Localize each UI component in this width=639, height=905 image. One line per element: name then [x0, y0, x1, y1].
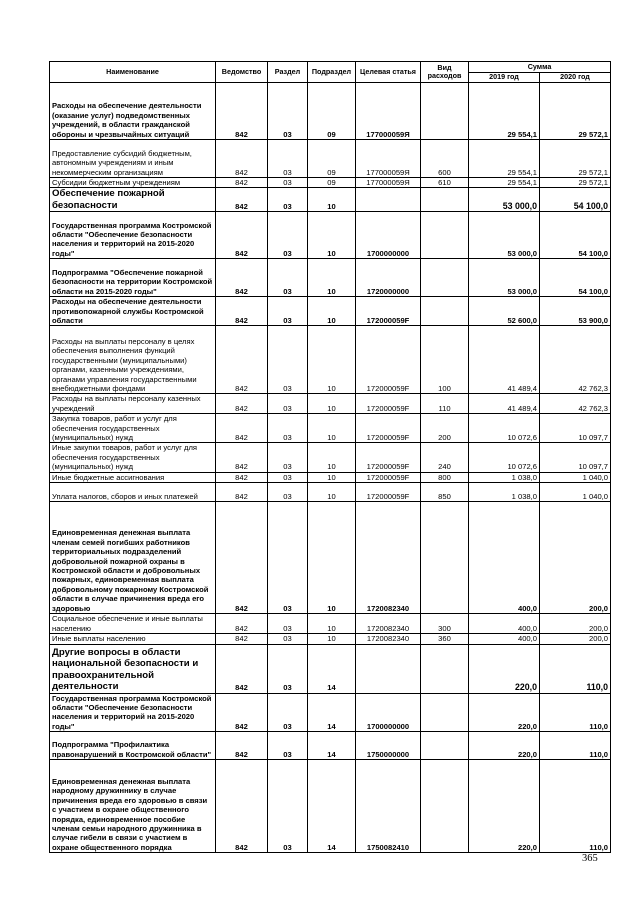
row-sum-2020: 29 572,1	[540, 178, 611, 188]
row-section: 03	[268, 644, 308, 693]
row-kind	[421, 297, 469, 326]
row-target: 172000059F	[356, 414, 421, 443]
row-section: 03	[268, 188, 308, 212]
row-dept: 842	[216, 212, 268, 259]
row-sum-2019: 53 000,0	[469, 212, 540, 259]
row-subsection: 09	[308, 178, 356, 188]
row-sum-2020: 53 900,0	[540, 297, 611, 326]
row-subsection: 10	[308, 259, 356, 297]
row-subsection: 09	[308, 83, 356, 140]
row-name: Расходы на выплаты персоналу в целях обеспечения выполнения функций государственными (муниципальными) органами, казенными учреждениями, органами управления государственными внебюджетными фондами	[50, 326, 216, 394]
table-row	[50, 259, 611, 297]
row-sum-2019: 29 554,1	[469, 83, 540, 140]
row-dept: 842	[216, 644, 268, 693]
row-target	[356, 188, 421, 212]
row-section: 03	[268, 259, 308, 297]
row-sum-2020: 110,0	[540, 644, 611, 693]
row-sum-2019: 220,0	[469, 760, 540, 853]
row-section: 03	[268, 760, 308, 853]
row-kind	[421, 732, 469, 760]
row-subsection: 10	[308, 443, 356, 472]
row-sum-2020: 54 100,0	[540, 188, 611, 212]
row-target: 177000059Я	[356, 83, 421, 140]
row-section: 03	[268, 732, 308, 760]
row-sum-2020: 54 100,0	[540, 259, 611, 297]
table-row	[50, 414, 611, 443]
row-sum-2019: 41 489,4	[469, 326, 540, 394]
row-sum-2020: 29 572,1	[540, 83, 611, 140]
budget-table	[49, 61, 611, 853]
row-dept: 842	[216, 414, 268, 443]
row-name: Социальное обеспечение и иные выплаты населению	[50, 614, 216, 634]
row-dept: 842	[216, 140, 268, 178]
row-dept: 842	[216, 614, 268, 634]
row-dept: 842	[216, 394, 268, 414]
row-target: 177000059Я	[356, 178, 421, 188]
row-sum-2019: 220,0	[469, 732, 540, 760]
row-dept: 842	[216, 483, 268, 502]
row-dept: 842	[216, 178, 268, 188]
table-body	[50, 83, 611, 853]
row-name: Обеспечение пожарной безопасности	[50, 188, 216, 212]
row-section: 03	[268, 693, 308, 732]
row-name: Иные бюджетные ассигнования	[50, 472, 216, 482]
row-kind: 610	[421, 178, 469, 188]
row-target: 172000059F	[356, 326, 421, 394]
row-kind: 800	[421, 472, 469, 482]
row-name: Другие вопросы в области национальной безопасности и правоохранительной деятельности	[50, 644, 216, 693]
table-row	[50, 693, 611, 732]
header-dept: Ведомство	[216, 62, 268, 83]
table-header	[50, 62, 611, 83]
row-name: Расходы на обеспечение деятельности противопожарной службы Костромской области	[50, 297, 216, 326]
row-section: 03	[268, 212, 308, 259]
row-subsection: 10	[308, 502, 356, 614]
row-dept: 842	[216, 502, 268, 614]
row-sum-2020: 110,0	[540, 693, 611, 732]
row-section: 03	[268, 614, 308, 634]
row-target: 1750000000	[356, 732, 421, 760]
row-target	[356, 644, 421, 693]
row-target: 172000059F	[356, 483, 421, 502]
table-row	[50, 178, 611, 188]
row-name: Государственная программа Костромской области "Обеспечение безопасности населения и территорий на 2015-2020 годы"	[50, 693, 216, 732]
row-sum-2020: 1 040,0	[540, 472, 611, 482]
row-subsection: 10	[308, 394, 356, 414]
row-name: Подпрограмма "Профилактика правонарушений в Костромской области"	[50, 732, 216, 760]
row-kind	[421, 644, 469, 693]
row-subsection: 10	[308, 472, 356, 482]
row-dept: 842	[216, 443, 268, 472]
row-target: 172000059F	[356, 394, 421, 414]
row-section: 03	[268, 483, 308, 502]
row-subsection: 14	[308, 732, 356, 760]
header-subsection: Подраздел	[308, 62, 356, 83]
row-dept: 842	[216, 83, 268, 140]
row-name: Расходы на выплаты персоналу казенных учреждений	[50, 394, 216, 414]
row-target: 1750082410	[356, 760, 421, 853]
table-row	[50, 212, 611, 259]
row-section: 03	[268, 178, 308, 188]
row-subsection: 14	[308, 760, 356, 853]
row-name: Иные выплаты населению	[50, 634, 216, 644]
row-target: 177000059Я	[356, 140, 421, 178]
row-sum-2020: 1 040,0	[540, 483, 611, 502]
row-subsection: 10	[308, 212, 356, 259]
header-sum: Сумма	[469, 62, 611, 73]
row-name: Единовременная денежная выплата членам семей погибших работников территориальных подразделений добровольной пожарной охраны в Костромской области и добровольных пожарных, единовременная выплата добровольному пожарному Костромской области в случае причинения вреда его здоровью	[50, 502, 216, 614]
row-name: Субсидии бюджетным учреждениям	[50, 178, 216, 188]
row-kind	[421, 188, 469, 212]
row-sum-2020: 200,0	[540, 634, 611, 644]
row-dept: 842	[216, 732, 268, 760]
row-dept: 842	[216, 760, 268, 853]
row-target: 172000059F	[356, 472, 421, 482]
row-sum-2019: 41 489,4	[469, 394, 540, 414]
row-sum-2019: 1 038,0	[469, 483, 540, 502]
row-subsection: 10	[308, 614, 356, 634]
row-kind: 360	[421, 634, 469, 644]
row-subsection: 10	[308, 414, 356, 443]
row-kind: 850	[421, 483, 469, 502]
table-row	[50, 297, 611, 326]
row-target: 1720082340	[356, 502, 421, 614]
row-sum-2020: 54 100,0	[540, 212, 611, 259]
header-name: Наименование	[50, 62, 216, 83]
row-subsection: 10	[308, 483, 356, 502]
row-name: Единовременная денежная выплата народному дружиннику в случае причинения вреда его здоровью в связи с участием в охране общественного порядка, единовременное пособие членам семьи народного дружинника в случае гибели в связи с участием в охране общественного порядка	[50, 760, 216, 853]
row-sum-2019: 400,0	[469, 634, 540, 644]
header-section: Раздел	[268, 62, 308, 83]
row-sum-2019: 220,0	[469, 644, 540, 693]
row-sum-2019: 1 038,0	[469, 472, 540, 482]
row-target: 172000059F	[356, 443, 421, 472]
row-kind	[421, 83, 469, 140]
row-subsection: 09	[308, 140, 356, 178]
header-target: Целевая статья	[356, 62, 421, 83]
table-row	[50, 443, 611, 472]
row-sum-2019: 29 554,1	[469, 140, 540, 178]
row-subsection: 14	[308, 644, 356, 693]
row-target: 1700000000	[356, 693, 421, 732]
row-name: Подпрограмма "Обеспечение пожарной безопасности на территории Костромской области на 2015-2020 годы"	[50, 259, 216, 297]
row-subsection: 10	[308, 188, 356, 212]
row-name: Расходы на обеспечение деятельности (оказание услуг) подведомственных учреждений, в области гражданской обороны и чрезвычайных ситуаций	[50, 83, 216, 140]
row-name: Государственная программа Костромской области "Обеспечение безопасности населения и территорий на 2015-2020 годы"	[50, 212, 216, 259]
table-row	[50, 326, 611, 394]
row-section: 03	[268, 140, 308, 178]
row-kind	[421, 212, 469, 259]
row-sum-2019: 10 072,6	[469, 414, 540, 443]
table-row	[50, 394, 611, 414]
row-section: 03	[268, 472, 308, 482]
page-number: 365	[582, 853, 598, 864]
table-row	[50, 760, 611, 853]
row-kind: 600	[421, 140, 469, 178]
row-sum-2020: 10 097,7	[540, 443, 611, 472]
row-dept: 842	[216, 472, 268, 482]
row-target: 172000059F	[356, 297, 421, 326]
row-target: 1720000000	[356, 259, 421, 297]
table-row	[50, 83, 611, 140]
row-kind: 240	[421, 443, 469, 472]
row-sum-2019: 400,0	[469, 502, 540, 614]
table-row	[50, 614, 611, 634]
row-kind	[421, 502, 469, 614]
row-sum-2019: 400,0	[469, 614, 540, 634]
table-row	[50, 502, 611, 614]
row-sum-2019: 220,0	[469, 693, 540, 732]
row-section: 03	[268, 443, 308, 472]
row-sum-2020: 110,0	[540, 732, 611, 760]
row-sum-2020: 29 572,1	[540, 140, 611, 178]
row-kind: 110	[421, 394, 469, 414]
row-dept: 842	[216, 297, 268, 326]
row-name: Закупка товаров, работ и услуг для обеспечения государственных (муниципальных) нужд	[50, 414, 216, 443]
table-row	[50, 472, 611, 482]
row-subsection: 10	[308, 297, 356, 326]
row-subsection: 10	[308, 634, 356, 644]
table-row	[50, 140, 611, 178]
row-kind: 300	[421, 614, 469, 634]
row-section: 03	[268, 297, 308, 326]
row-dept: 842	[216, 259, 268, 297]
header-kind: Вид расходов	[421, 62, 469, 83]
row-kind	[421, 259, 469, 297]
row-kind: 200	[421, 414, 469, 443]
row-name: Уплата налогов, сборов и иных платежей	[50, 483, 216, 502]
row-kind	[421, 760, 469, 853]
row-sum-2020: 200,0	[540, 614, 611, 634]
row-name: Предоставление субсидий бюджетным, автономным учреждениям и иным некоммерческим организациям	[50, 140, 216, 178]
row-subsection: 14	[308, 693, 356, 732]
row-kind: 100	[421, 326, 469, 394]
row-target: 1720082340	[356, 614, 421, 634]
table-row	[50, 483, 611, 502]
row-sum-2020: 42 762,3	[540, 394, 611, 414]
row-sum-2019: 53 000,0	[469, 188, 540, 212]
header-year-2019: 2019 год	[469, 73, 540, 83]
header-year-2020: 2020 год	[540, 73, 611, 83]
row-target: 1700000000	[356, 212, 421, 259]
row-sum-2020: 42 762,3	[540, 326, 611, 394]
row-sum-2020: 200,0	[540, 502, 611, 614]
table-row	[50, 732, 611, 760]
table-row	[50, 644, 611, 693]
row-dept: 842	[216, 634, 268, 644]
row-dept: 842	[216, 693, 268, 732]
row-section: 03	[268, 502, 308, 614]
budget-table-sheet	[49, 61, 610, 853]
row-sum-2019: 53 000,0	[469, 259, 540, 297]
table-row	[50, 634, 611, 644]
table-row	[50, 188, 611, 212]
row-section: 03	[268, 83, 308, 140]
row-dept: 842	[216, 188, 268, 212]
row-sum-2020: 10 097,7	[540, 414, 611, 443]
row-section: 03	[268, 326, 308, 394]
row-sum-2019: 52 600,0	[469, 297, 540, 326]
row-name: Иные закупки товаров, работ и услуг для обеспечения государственных (муниципальных) нужд	[50, 443, 216, 472]
row-section: 03	[268, 394, 308, 414]
row-section: 03	[268, 414, 308, 443]
row-target: 1720082340	[356, 634, 421, 644]
row-kind	[421, 693, 469, 732]
row-sum-2019: 29 554,1	[469, 178, 540, 188]
row-dept: 842	[216, 326, 268, 394]
row-sum-2020: 110,0	[540, 760, 611, 853]
row-subsection: 10	[308, 326, 356, 394]
row-sum-2019: 10 072,6	[469, 443, 540, 472]
row-section: 03	[268, 634, 308, 644]
